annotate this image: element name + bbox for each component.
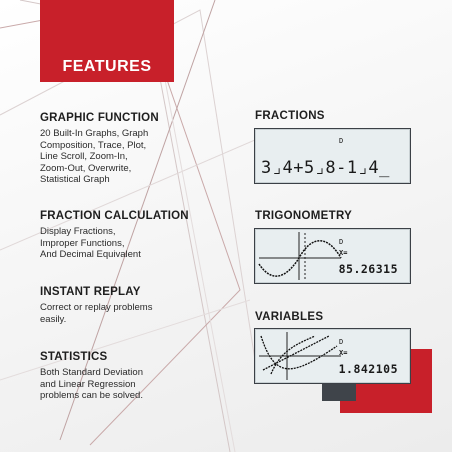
x-equals-label: X= bbox=[339, 349, 348, 357]
feature-description: Correct or replay problems easily. bbox=[40, 302, 153, 325]
x-equals-label: X= bbox=[339, 249, 348, 257]
feature-description: Both Standard Deviation and Linear Regression problems can be solved. bbox=[40, 367, 143, 401]
degree-indicator: D bbox=[339, 137, 344, 145]
x-value-readout: 1.842105 bbox=[338, 362, 398, 376]
feature-title: FRACTION CALCULATION bbox=[40, 210, 189, 222]
fractions-label: FRACTIONS bbox=[255, 110, 325, 122]
feature-fraction-calculation bbox=[40, 210, 240, 261]
feature-title: STATISTICS bbox=[40, 351, 108, 363]
x-value-readout: 85.26315 bbox=[338, 262, 398, 276]
banner-title: FEATURES bbox=[62, 58, 152, 75]
trigonometry-label: TRIGONOMETRY bbox=[255, 210, 353, 222]
features-banner bbox=[40, 0, 174, 82]
feature-description: Display Fractions, Improper Functions, And Decimal Equivalent bbox=[40, 226, 141, 260]
fraction-expression: 3⌟4+5⌟8-1⌟4_ bbox=[261, 158, 390, 178]
function-graph-icon bbox=[257, 330, 343, 382]
feature-title: GRAPHIC FUNCTION bbox=[40, 112, 159, 124]
fractions-display bbox=[254, 128, 411, 184]
feature-instant-replay bbox=[40, 286, 240, 325]
sine-graph-icon bbox=[257, 230, 343, 282]
trigonometry-display bbox=[254, 228, 411, 284]
feature-graphic-function bbox=[40, 112, 240, 186]
variables-label: VARIABLES bbox=[255, 311, 324, 323]
degree-indicator: D bbox=[339, 338, 344, 346]
feature-description: 20 Built-In Graphs, Graph Composition, Trace, Plot, Line Scroll, Zoom-In, Zoom-Out, Overwrite, Statistical Graph bbox=[40, 128, 149, 185]
feature-statistics bbox=[40, 351, 240, 402]
variables-display bbox=[254, 328, 411, 384]
feature-title: INSTANT REPLAY bbox=[40, 286, 141, 298]
degree-indicator: D bbox=[339, 238, 344, 246]
